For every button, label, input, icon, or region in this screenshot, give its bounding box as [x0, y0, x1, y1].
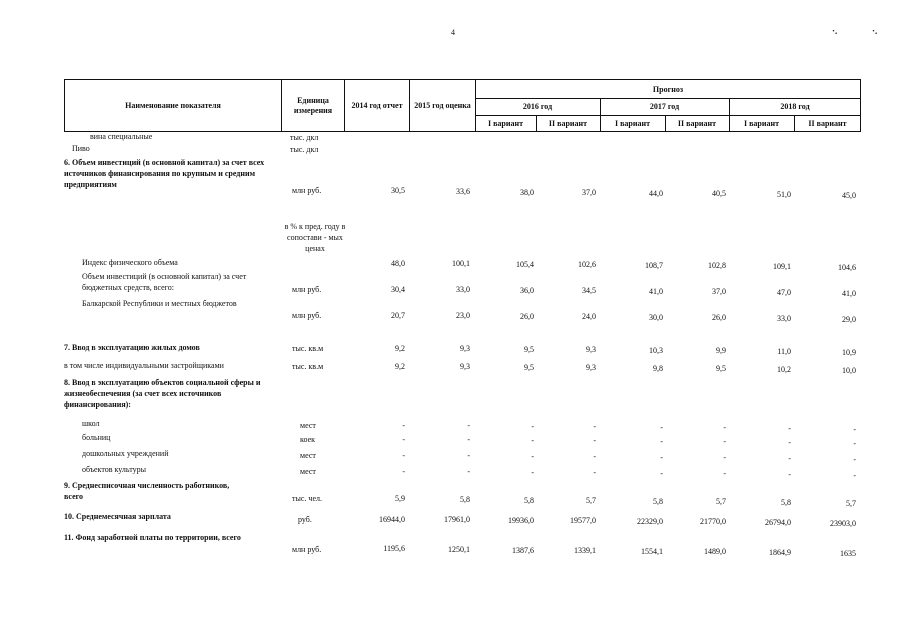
- row-label: 6. Объем инвестиций (в основной капитал) за счет всех источников финансирования по крупным и средним предприятиям: [64, 158, 265, 189]
- header-forecast-label: Прогноз: [652, 85, 684, 95]
- cell-2016-v1: 19936,0: [508, 516, 534, 525]
- row-unit: руб.: [298, 515, 312, 524]
- header-2017-v1: I вариант: [614, 119, 651, 129]
- cell-2014: 30,4: [391, 285, 405, 294]
- cell-2014: 48,0: [391, 259, 405, 268]
- cell-2018-v2: 10,9: [842, 348, 856, 357]
- cell-2016-v2: 9,3: [586, 345, 596, 354]
- header-2017-v2: II вариант: [677, 119, 717, 129]
- header-2016-v2: II вариант: [548, 119, 588, 129]
- cell-2017-v1: 41,0: [649, 287, 663, 296]
- row-label: Индекс физического объема: [82, 258, 178, 267]
- cell-2014: 5,9: [395, 494, 405, 503]
- row-label: в том числе индивидуальными застройщиками: [64, 361, 224, 370]
- cell-2018-v1: 1864,9: [769, 548, 791, 557]
- row-label: больниц: [82, 433, 111, 442]
- cell-2017-v1: 30,0: [649, 313, 663, 322]
- cell-2016-v1: 105,4: [516, 260, 534, 269]
- cell-2016-v2: -: [593, 436, 596, 445]
- cell-2018-v2: 45,0: [842, 191, 856, 200]
- header-2018-v2: II вариант: [808, 119, 847, 129]
- cell-2018-v1: 109,1: [773, 262, 791, 271]
- cell-2014: -: [402, 435, 405, 444]
- cell-2017-v2: -: [723, 437, 726, 446]
- cell-2014: 9,2: [395, 362, 405, 371]
- cell-2014: 9,2: [395, 344, 405, 353]
- row-label: дошкольных учреждений: [82, 449, 169, 458]
- cell-2018-v1: 11,0: [777, 347, 791, 356]
- cell-2018-v1: 26794,0: [765, 518, 791, 527]
- row-unit: млн руб.: [292, 311, 322, 320]
- cell-2018-v1: 5,8: [781, 498, 791, 507]
- cell-2016-v2: 19577,0: [570, 516, 596, 525]
- row-unit: тыс. дкл: [290, 133, 319, 142]
- cell-2014: 30,5: [391, 186, 405, 195]
- cell-2017-v1: -: [660, 469, 663, 478]
- cell-2015: 23,0: [456, 311, 470, 320]
- cell-2018-v2: 1635: [840, 549, 856, 558]
- cell-2017-v1: -: [660, 437, 663, 446]
- cell-2017-v2: 102,8: [708, 261, 726, 270]
- cell-2018-v1: 47,0: [777, 288, 791, 297]
- cell-2014: 1195,6: [383, 544, 405, 553]
- cell-2018-v2: 5,7: [846, 499, 856, 508]
- cell-2016-v2: 9,3: [586, 363, 596, 372]
- cell-2015: 17961,0: [444, 515, 470, 524]
- scan-speck: ·.: [832, 26, 838, 36]
- cell-2014: -: [402, 451, 405, 460]
- cell-2017-v2: 40,5: [712, 189, 726, 198]
- cell-2014: -: [402, 421, 405, 430]
- cell-2018-v2: 41,0: [842, 289, 856, 298]
- cell-2017-v2: 37,0: [712, 287, 726, 296]
- cell-2018-v1: -: [788, 454, 791, 463]
- header-2014-cell: 2014 год отчет: [344, 79, 410, 132]
- row-unit: мест: [300, 451, 316, 460]
- cell-2015: -: [467, 435, 470, 444]
- cell-2018-v2: 23903,0: [830, 519, 856, 528]
- row-unit: млн руб.: [292, 545, 322, 554]
- row-label: 8. Ввод в эксплуатацию объектов социальной сферы и жизнеобеспечения (за счет всех источников финансирования):: [64, 378, 261, 409]
- cell-2016-v1: -: [531, 468, 534, 477]
- cell-2018-v2: -: [853, 439, 856, 448]
- cell-2016-v1: 38,0: [520, 188, 534, 197]
- row-label: вина специальные: [90, 132, 153, 141]
- header-unit-cell: Единица измерения: [281, 79, 345, 132]
- cell-2017-v2: 1489,0: [704, 547, 726, 556]
- cell-2018-v2: -: [853, 455, 856, 464]
- cell-2017-v1: 22329,0: [637, 517, 663, 526]
- cell-2018-v2: 104,6: [838, 263, 856, 272]
- cell-2016-v1: 26,0: [520, 312, 534, 321]
- cell-2015: -: [467, 421, 470, 430]
- row-label: 7. Ввод в эксплуатацию жилых домов: [64, 343, 200, 352]
- cell-2014: 20,7: [391, 311, 405, 320]
- row-unit: тыс. кв.м: [292, 344, 324, 353]
- cell-2018-v1: 33,0: [777, 314, 791, 323]
- header-2018-v1: I вариант: [743, 119, 780, 129]
- cell-2017-v1: 108,7: [645, 261, 663, 270]
- row-label: 11. Фонд заработной платы по территории, всего: [64, 533, 241, 542]
- cell-2016-v2: 24,0: [582, 312, 596, 321]
- cell-2017-v2: 9,5: [716, 364, 726, 373]
- header-2016: 2016 год: [522, 102, 553, 112]
- cell-2017-v2: 5,7: [716, 497, 726, 506]
- row-unit: тыс. кв.м: [292, 362, 324, 371]
- cell-2016-v2: -: [593, 422, 596, 431]
- cell-2016-v2: -: [593, 452, 596, 461]
- cell-2018-v1: -: [788, 424, 791, 433]
- cell-2015: -: [467, 451, 470, 460]
- header-2015-cell: 2015 год оценка: [409, 79, 476, 132]
- row-label: 9. Среднесписочная численность работников, всего: [64, 481, 230, 501]
- cell-2017-v1: 10,3: [649, 346, 663, 355]
- cell-2017-v2: 9,9: [716, 346, 726, 355]
- row-label: Объем инвестиций (в основной капитал) за счет бюджетных средств, всего:: [82, 272, 247, 292]
- cell-2016-v2: 1339,1: [574, 546, 596, 555]
- cell-2018-v2: -: [853, 425, 856, 434]
- cell-2017-v1: -: [660, 423, 663, 432]
- cell-2014: -: [402, 467, 405, 476]
- cell-2015: 33,0: [456, 285, 470, 294]
- row-label: школ: [82, 419, 100, 428]
- cell-2016-v2: 34,5: [582, 286, 596, 295]
- cell-2016-v2: 5,7: [586, 496, 596, 505]
- cell-2017-v2: 21770,0: [700, 517, 726, 526]
- cell-2016-v1: 9,5: [524, 363, 534, 372]
- cell-2018-v2: -: [853, 471, 856, 480]
- cell-2014: 16944,0: [379, 515, 405, 524]
- cell-2016-v1: 36,0: [520, 286, 534, 295]
- row-label: Пиво: [72, 144, 90, 153]
- row-unit: мест: [300, 421, 316, 430]
- row-unit: млн руб.: [292, 285, 322, 294]
- cell-2015: 9,3: [460, 362, 470, 371]
- cell-2015: 33,6: [456, 187, 470, 196]
- header-2016-v1: I вариант: [487, 119, 524, 129]
- cell-2016-v1: 9,5: [524, 345, 534, 354]
- cell-2017-v1: 44,0: [649, 189, 663, 198]
- cell-2015: -: [467, 467, 470, 476]
- cell-2016-v1: -: [531, 436, 534, 445]
- cell-2017-v1: 5,8: [653, 497, 663, 506]
- row-unit: тыс. дкл: [290, 145, 319, 154]
- scan-speck: ·.: [872, 26, 878, 36]
- row-unit: коек: [300, 435, 316, 444]
- header-2018: 2018 год: [780, 102, 810, 112]
- row-unit: млн руб.: [292, 186, 322, 195]
- cell-2017-v2: -: [723, 423, 726, 432]
- cell-2016-v2: -: [593, 468, 596, 477]
- cell-2015: 5,8: [460, 495, 470, 504]
- cell-2017-v1: 9,8: [653, 364, 663, 373]
- cell-2015: 100,1: [452, 259, 470, 268]
- page-number: 4: [451, 28, 455, 37]
- row-label: 10. Среднемесячная зарплата: [64, 512, 171, 521]
- row-unit: мест: [300, 467, 316, 476]
- cell-2017-v2: -: [723, 453, 726, 462]
- cell-2016-v2: 37,0: [582, 188, 596, 197]
- row-unit: в % к пред. году в сопостави - мых ценах: [284, 222, 346, 253]
- cell-2018-v2: 10,0: [842, 366, 856, 375]
- cell-2018-v1: -: [788, 438, 791, 447]
- row-label: объектов культуры: [82, 465, 147, 474]
- cell-2015: 9,3: [460, 344, 470, 353]
- cell-2016-v1: -: [531, 422, 534, 431]
- cell-2017-v2: -: [723, 469, 726, 478]
- row-label: Балкарской Республики и местных бюджетов: [82, 299, 237, 308]
- cell-2015: 1250,1: [448, 545, 470, 554]
- cell-2017-v1: 1554,1: [641, 547, 663, 556]
- cell-2016-v1: -: [531, 452, 534, 461]
- row-unit: тыс. чел.: [292, 494, 322, 503]
- header-2017: 2017 год: [649, 102, 680, 112]
- cell-2016-v1: 5,8: [524, 496, 534, 505]
- cell-2018-v2: 29,0: [842, 315, 856, 324]
- cell-2016-v2: 102,6: [578, 260, 596, 269]
- cell-2016-v1: 1387,6: [512, 546, 534, 555]
- cell-2018-v1: 51,0: [777, 190, 791, 199]
- cell-2017-v2: 26,0: [712, 313, 726, 322]
- cell-2018-v1: -: [788, 470, 791, 479]
- cell-2017-v1: -: [660, 453, 663, 462]
- header-name-cell: Наименование показателя: [64, 79, 282, 132]
- cell-2018-v1: 10,2: [777, 365, 791, 374]
